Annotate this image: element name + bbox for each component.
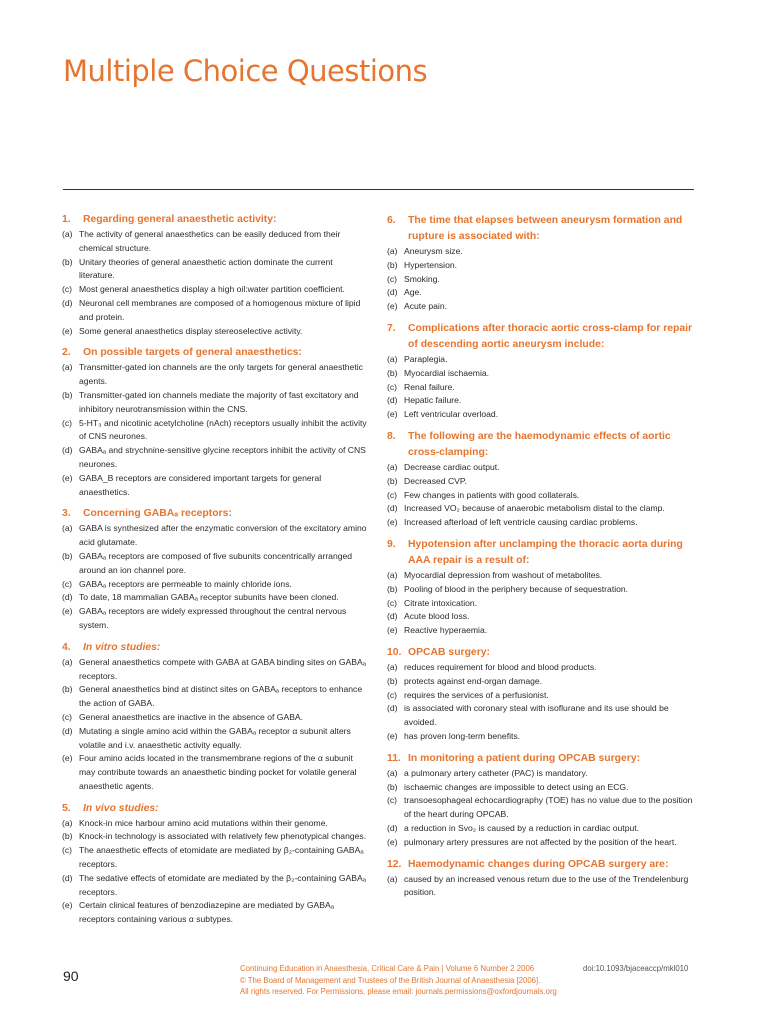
option-label: (c): [387, 489, 398, 500]
question: [387, 857, 699, 901]
option-text: Certain clinical features of benzodiazepine are mediated by GABAₐ receptors containing various α subtypes.: [79, 900, 334, 925]
question: [387, 213, 699, 314]
question-text: Haemodynamic changes during OPCAB surgery are:: [408, 858, 669, 870]
option-label: (e): [387, 409, 398, 420]
option-text: Most general anaesthetics display a high oil:water partition coefficient.: [79, 284, 345, 295]
question: [387, 537, 699, 638]
question-heading: [62, 212, 367, 228]
option-label: (b): [62, 389, 73, 400]
answer-option: [62, 844, 367, 872]
question: [387, 645, 699, 744]
answer-option: [62, 228, 367, 256]
option-text: Left ventricular overload.: [404, 409, 499, 420]
option-text: The anaesthetic effects of etomidate are mediated by β₂-containing GABAₐ receptors.: [79, 845, 364, 870]
option-label: (d): [62, 872, 73, 883]
option-text: Knock-in mice harbour amino acid mutations within their genome.: [79, 817, 328, 828]
answer-option: [387, 516, 699, 530]
option-text: General anaesthetics compete with GABA at GABA binding sites on GABAₐ receptors.: [79, 656, 366, 681]
option-label: (d): [387, 703, 398, 714]
option-label: (a): [387, 873, 398, 884]
question: [387, 429, 699, 530]
answer-option: [387, 781, 699, 795]
question-heading: [62, 506, 367, 522]
option-text: GABAₐ receptors are permeable to mainly chloride ions.: [79, 578, 292, 589]
option-text: GABA_B receptors are considered important targets for general anaesthetics.: [79, 472, 322, 497]
option-label: (c): [62, 578, 73, 589]
option-label: (b): [387, 675, 398, 686]
option-label: (c): [387, 597, 398, 608]
footer-rights-line: All rights reserved. For Permissions, please email: journals.permissions@oxfordjournals.org: [240, 987, 557, 996]
option-label: (b): [62, 831, 73, 842]
option-label: (e): [62, 472, 73, 483]
option-text: The sedative effects of etomidate are mediated by the β₂-containing GABAₐ receptors.: [79, 872, 366, 897]
answer-option: [387, 394, 699, 408]
option-text: General anaesthetics are inactive in the absence of GABA.: [79, 711, 304, 722]
answer-option: [62, 752, 367, 793]
question-number: 6.: [387, 215, 396, 226]
option-label: (e): [62, 753, 73, 764]
answer-option: [62, 656, 367, 684]
right-column: [387, 213, 699, 907]
question-text: In vivo studies:: [83, 802, 159, 814]
answer-option: [62, 725, 367, 753]
option-label: (e): [387, 625, 398, 636]
answer-option: [387, 730, 699, 744]
question-number: 4.: [62, 641, 71, 653]
option-text: 5-HT₃ and nicotinic acetylcholine (nAch) receptors usually inhibit the activity of CNS neurones.: [79, 417, 367, 442]
option-text: protects against end-organ damage.: [404, 675, 543, 686]
footer-copyright-line: © The Board of Management and Trustees of the British Journal of Anaesthesia [2006].: [240, 975, 541, 985]
answer-option: [387, 822, 699, 836]
option-label: (c): [62, 711, 73, 722]
question-heading: [387, 429, 699, 461]
answer-option: [387, 502, 699, 516]
question-text: On possible targets of general anaesthetics:: [83, 347, 302, 359]
option-label: (b): [387, 475, 398, 486]
answer-option: [387, 408, 699, 422]
option-label: (a): [387, 461, 398, 472]
question-text: In vitro studies:: [83, 641, 161, 653]
answer-option: [387, 873, 699, 901]
answer-option: [387, 475, 699, 489]
answer-option: [62, 417, 367, 445]
option-text: pulmonary artery pressures are not affected by the position of the heart.: [404, 836, 677, 847]
option-label: (b): [387, 583, 398, 594]
question-number: 11.: [387, 752, 401, 764]
answer-option: [387, 381, 699, 395]
option-text: Reactive hyperaemia.: [404, 625, 488, 636]
option-text: caused by an increased venous return due to the use of the Trendelenburg position.: [404, 873, 689, 898]
question: [62, 506, 367, 632]
answer-option: [387, 583, 699, 597]
option-text: Pooling of blood in the periphery because of sequestration.: [404, 583, 629, 594]
question-number: 8.: [387, 430, 396, 442]
answer-option: [62, 872, 367, 900]
option-text: a pulmonary artery catheter (PAC) is mandatory.: [404, 767, 588, 778]
question-text: Hypotension after unclamping the thoracic aorta during AAA repair is a result of:: [408, 538, 683, 566]
answer-option: [387, 597, 699, 611]
answer-option: [387, 286, 699, 300]
page-number: 90: [63, 968, 79, 984]
answer-option: [62, 591, 367, 605]
question-text: Concerning GABAₐ receptors:: [83, 508, 232, 520]
answer-option: [62, 283, 367, 297]
answer-option: [387, 610, 699, 624]
option-text: Renal failure.: [404, 381, 455, 392]
question-text: The following are the haemodynamic effects of aortic cross-clamping:: [408, 430, 671, 458]
answer-option: [62, 522, 367, 550]
question-number: 7.: [387, 322, 396, 334]
question-text: OPCAB surgery:: [408, 646, 490, 658]
option-label: (b): [387, 259, 398, 270]
option-text: ischaemic changes are impossible to detect using an ECG.: [404, 781, 629, 792]
answer-option: [387, 794, 699, 822]
question-text: In monitoring a patient during OPCAB surgery:: [408, 752, 641, 764]
option-label: (e): [62, 325, 73, 336]
question-text: The time that elapses between aneurysm formation and rupture is associated with:: [408, 215, 683, 242]
answer-option: [62, 711, 367, 725]
question-heading: [387, 537, 699, 569]
option-text: GABAₐ receptors are widely expressed throughout the central nervous system.: [79, 606, 347, 630]
header-divider: [63, 189, 694, 190]
answer-option: [387, 675, 699, 689]
option-text: Myocardial depression from washout of metabolites.: [404, 569, 603, 580]
question-number: 5.: [62, 802, 71, 814]
option-label: (a): [62, 817, 73, 828]
question-heading: [62, 640, 367, 656]
answer-option: [387, 367, 699, 381]
footer-journal-line: Continuing Education in Anaesthesia, Critical Care & Pain | Volume 6 Number 2 2006: [240, 964, 535, 973]
option-text: GABAₐ and strychnine-sensitive glycine receptors inhibit the activity of CNS neurones.: [79, 445, 366, 469]
option-text: Acute pain.: [404, 301, 447, 312]
question-heading: [62, 801, 367, 817]
option-label: (d): [387, 503, 398, 514]
answer-option: [62, 817, 367, 831]
question-heading: [62, 345, 367, 361]
answer-option: [62, 444, 367, 472]
option-text: Age.: [404, 287, 422, 298]
option-text: Transmitter-gated ion channels are the only targets for general anaesthetic agents.: [79, 362, 363, 387]
question-number: 12.: [387, 858, 402, 870]
question-heading: [387, 213, 699, 245]
option-label: (a): [62, 362, 73, 373]
answer-option: [387, 569, 699, 583]
answer-option: [387, 461, 699, 475]
option-text: Acute blood loss.: [404, 611, 470, 622]
option-label: (b): [387, 367, 398, 378]
option-label: (d): [387, 822, 398, 833]
option-label: (a): [387, 661, 398, 672]
question-heading: [387, 751, 699, 767]
option-label: (a): [387, 767, 398, 778]
answer-option: [62, 578, 367, 592]
question: [387, 321, 699, 422]
option-label: (c): [62, 284, 73, 295]
footer-citation: [240, 963, 580, 998]
question-number: 3.: [62, 508, 71, 520]
answer-option: [387, 273, 699, 287]
option-label: (b): [62, 256, 73, 267]
answer-option: [387, 767, 699, 781]
question-number: 1.: [62, 214, 71, 225]
answer-option: [62, 683, 367, 711]
option-text: Hepatic failure.: [404, 395, 462, 406]
option-text: a reduction in Svo₂ is caused by a reduction in cardiac output.: [404, 822, 640, 833]
option-text: Aneurysm size.: [404, 246, 463, 256]
left-column: [62, 212, 367, 934]
option-text: To date, 18 mammalian GABAₐ receptor subunits have been cloned.: [79, 592, 339, 603]
option-label: (b): [62, 550, 73, 561]
answer-option: [62, 472, 367, 500]
question-heading: [387, 321, 699, 353]
option-label: (e): [387, 836, 398, 847]
answer-option: [387, 624, 699, 638]
option-text: Paraplegia.: [404, 353, 448, 364]
option-text: Increased afterload of left ventricle causing cardiac problems.: [404, 517, 638, 528]
option-text: Neuronal cell membranes are composed of a homogenous mixture of lipid and protein.: [79, 297, 361, 322]
option-text: Knock-in technology is associated with relatively few phenotypical changes.: [79, 831, 367, 842]
option-text: GABAₐ receptors are composed of five subunits concentrically arranged around an ion channel pore.: [79, 550, 353, 575]
option-label: (b): [387, 781, 398, 792]
option-label: (a): [387, 246, 398, 256]
answer-option: [62, 256, 367, 284]
option-label: (d): [387, 611, 398, 622]
option-label: (b): [62, 684, 73, 695]
option-text: Citrate intoxication.: [404, 597, 478, 608]
option-label: (c): [387, 381, 398, 392]
option-label: (e): [62, 900, 73, 911]
option-label: (c): [387, 689, 398, 700]
option-label: (d): [62, 297, 73, 308]
option-label: (e): [387, 301, 398, 312]
option-label: (a): [387, 569, 398, 580]
option-text: Smoking.: [404, 273, 440, 284]
option-label: (a): [62, 656, 73, 667]
question: [387, 751, 699, 850]
option-text: Some general anaesthetics display stereoselective activity.: [79, 325, 303, 336]
option-label: (c): [62, 417, 73, 428]
page-title: Multiple Choice Questions: [63, 54, 428, 88]
option-label: (c): [62, 845, 73, 856]
option-text: The activity of general anaesthetics can be easily deduced from their chemical structure.: [79, 229, 341, 253]
option-label: (a): [62, 229, 73, 239]
answer-option: [62, 361, 367, 389]
answer-option: [387, 836, 699, 850]
option-label: (d): [62, 445, 73, 456]
option-text: reduces requirement for blood and blood products.: [404, 661, 597, 672]
question: [62, 801, 367, 927]
option-text: Few changes in patients with good collaterals.: [404, 489, 580, 500]
option-text: Increased VO₂ because of anaerobic metabolism distal to the clamp.: [404, 503, 665, 514]
question-heading: [387, 857, 699, 873]
answer-option: [387, 245, 699, 259]
question: [62, 345, 367, 499]
option-label: (d): [387, 287, 398, 298]
option-text: Myocardial ischaemia.: [404, 367, 490, 378]
option-label: (c): [387, 273, 398, 284]
option-label: (a): [387, 353, 398, 364]
option-label: (e): [62, 606, 73, 617]
option-label: (d): [62, 725, 73, 736]
question-text: Regarding general anaesthetic activity:: [83, 214, 277, 225]
answer-option: [62, 899, 367, 927]
option-text: General anaesthetics bind at distinct sites on GABAₐ receptors to enhance the action of GABA.: [79, 684, 363, 709]
answer-option: [387, 353, 699, 367]
option-text: Mutating a single amino acid within the GABAₐ receptor α subunit alters volatile and i.v. anaesthetic activity equally.: [79, 725, 351, 750]
question-number: 9.: [387, 538, 396, 550]
answer-option: [62, 389, 367, 417]
option-text: transoesophageal echocardiography (TOE) has no value due to the position of the heart during OPCAB.: [404, 795, 693, 820]
answer-option: [387, 300, 699, 314]
answer-option: [387, 489, 699, 503]
option-label: (e): [387, 730, 398, 741]
option-label: (d): [62, 592, 73, 603]
answer-option: [62, 325, 367, 339]
question-text: Complications after thoracic aortic cross-clamp for repair of descending aortic aneurysm include:: [408, 322, 693, 350]
question-number: 10.: [387, 646, 402, 658]
option-text: has proven long-term benefits.: [404, 730, 521, 741]
answer-option: [62, 605, 367, 633]
option-text: GABA is synthesized after the enzymatic conversion of the excitatory amino acid glutamate.: [79, 523, 367, 548]
option-label: (e): [387, 517, 398, 528]
answer-option: [62, 297, 367, 325]
answer-option: [387, 259, 699, 273]
question: [62, 640, 367, 794]
question-number: 2.: [62, 347, 71, 359]
question-heading: [387, 645, 699, 661]
option-text: Transmitter-gated ion channels mediate the majority of fast excitatory and inhibitory neurotransmission within the CNS.: [79, 389, 359, 414]
option-text: Unitary theories of general anaesthetic action dominate the current literature.: [79, 256, 333, 281]
answer-option: [62, 830, 367, 844]
option-text: Decreased CVP.: [404, 475, 467, 486]
option-text: requires the services of a perfusionist.: [404, 689, 549, 700]
answer-option: [387, 661, 699, 675]
option-label: (d): [387, 395, 398, 406]
option-label: (c): [387, 795, 398, 806]
answer-option: [387, 702, 699, 730]
question: [62, 212, 367, 338]
option-text: is associated with coronary steal with isoflurane and its use should be avoided.: [404, 703, 669, 728]
option-text: Hypertension.: [404, 259, 458, 270]
option-label: (a): [62, 523, 73, 534]
option-text: Decrease cardiac output.: [404, 461, 500, 472]
answer-option: [62, 550, 367, 578]
footer-doi: doi:10.1093/bjaceaccp/mkl010: [583, 964, 689, 973]
option-text: Four amino acids located in the transmembrane regions of the α subunit may contribute towards an anaesthetic binding pocket for volatile general anaesthetic agents.: [79, 753, 357, 791]
answer-option: [387, 689, 699, 703]
